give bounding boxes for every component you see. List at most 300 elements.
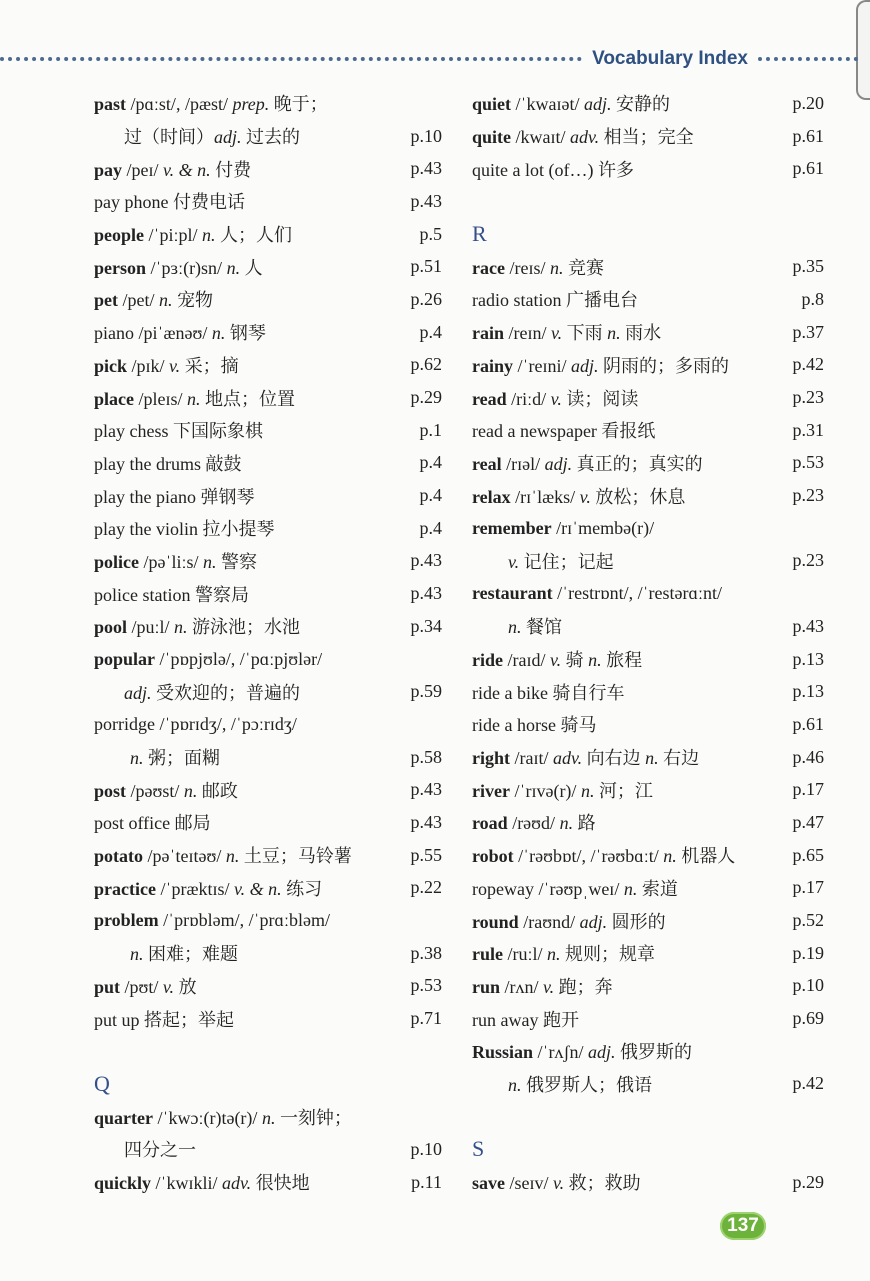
part-of-speech: n. bbox=[225, 846, 240, 867]
entry-text bbox=[94, 744, 406, 770]
entry-detail: quite a lot (of…) 许多 bbox=[472, 159, 634, 180]
page-ref: p.13 bbox=[792, 681, 824, 702]
vocab-entry bbox=[472, 708, 824, 741]
vocab-entry bbox=[94, 1166, 442, 1199]
entry-detail: radio station 广播电台 bbox=[472, 290, 638, 311]
definition: 警察 bbox=[216, 551, 257, 572]
headword: road bbox=[472, 813, 508, 834]
entry-text bbox=[94, 450, 406, 476]
entry-detail: /pleɪs/ bbox=[134, 388, 187, 409]
page-ref: p.37 bbox=[792, 321, 824, 342]
entry-text bbox=[472, 744, 788, 770]
vocab-entry bbox=[472, 773, 824, 806]
part-of-speech: adv. bbox=[553, 748, 583, 769]
headword: Russian bbox=[472, 1042, 534, 1063]
page-ref: p.43 bbox=[410, 190, 442, 211]
entry-detail: /pəʊst/ bbox=[126, 780, 184, 801]
vocab-entry bbox=[472, 447, 824, 480]
page-ref: p.23 bbox=[792, 550, 824, 571]
definition: 很快地 bbox=[251, 1173, 310, 1194]
definition: 救；救助 bbox=[564, 1173, 641, 1194]
headword: pool bbox=[94, 617, 128, 638]
vocab-entry bbox=[472, 512, 824, 545]
part-of-speech: adv. bbox=[570, 127, 600, 148]
definition: 读；阅读 bbox=[561, 388, 639, 409]
definition: 晚于； bbox=[269, 94, 328, 115]
definition: 俄罗斯的 bbox=[615, 1042, 693, 1063]
definition: 跑；奔 bbox=[554, 976, 613, 997]
definition: 向右边 bbox=[582, 748, 646, 769]
definition: 一刻钟； bbox=[275, 1107, 352, 1128]
definition: 放 bbox=[174, 976, 197, 997]
part-of-speech: n. bbox=[183, 780, 198, 801]
entry-detail: /pʊt/ bbox=[120, 976, 163, 997]
vocab-entry bbox=[94, 512, 442, 545]
vocab-entry bbox=[472, 610, 824, 643]
definition: 机器人 bbox=[676, 846, 736, 867]
page-ref: p.51 bbox=[410, 256, 442, 277]
entry-detail: /rɪˈlæks/ bbox=[510, 486, 580, 507]
entry-detail: put up 搭起；举起 bbox=[94, 1009, 235, 1030]
entry-detail: /kwaɪt/ bbox=[511, 127, 571, 148]
entry-detail: read a newspaper 看报纸 bbox=[472, 421, 656, 442]
entry-text bbox=[94, 1169, 406, 1195]
entry-detail: police station 警察局 bbox=[94, 584, 249, 605]
vocab-entry bbox=[472, 1068, 824, 1101]
headword: quarter bbox=[94, 1107, 153, 1128]
entry-text bbox=[94, 352, 406, 378]
page-ref: p.38 bbox=[410, 942, 442, 963]
entry-detail: ride a horse 骑马 bbox=[472, 715, 597, 736]
part-of-speech: prep. bbox=[232, 94, 270, 115]
section-letter: R bbox=[472, 221, 487, 247]
vocab-entry bbox=[472, 741, 824, 774]
vocab-entry bbox=[472, 545, 824, 578]
part-of-speech: n. bbox=[559, 813, 574, 834]
vocab-entry bbox=[472, 87, 824, 120]
entry-detail: /ˈpɒpjʊlə/, /ˈpɑːpjʊlər/ bbox=[155, 648, 323, 669]
part-of-speech: n. bbox=[549, 257, 564, 278]
entry-text bbox=[94, 1006, 406, 1032]
entry-detail: play the piano 弹钢琴 bbox=[94, 486, 255, 507]
part-of-speech: n. bbox=[588, 650, 602, 671]
entry-detail: /rəʊd/ bbox=[507, 813, 560, 834]
entry-detail: porridge /ˈpɒrɪdʒ/, /ˈpɔːrɪdʒ/ bbox=[94, 713, 297, 734]
page-ref: p.55 bbox=[410, 844, 442, 865]
entry-text bbox=[472, 646, 788, 672]
section-letter: S bbox=[472, 1136, 485, 1162]
page-ref: p.59 bbox=[410, 681, 442, 702]
page-ref: p.4 bbox=[419, 485, 442, 506]
page-ref: p.43 bbox=[410, 779, 442, 800]
page-ref: p.42 bbox=[792, 1073, 824, 1094]
headword: person bbox=[94, 257, 147, 278]
vocab-entry bbox=[472, 1166, 824, 1199]
page-ref: p.20 bbox=[792, 92, 824, 113]
entry-text bbox=[94, 875, 406, 901]
entry-detail: /ˈpræktɪs/ bbox=[155, 878, 234, 899]
definition: 下雨 bbox=[562, 323, 608, 344]
entry-text bbox=[472, 319, 788, 345]
part-of-speech: n. bbox=[663, 846, 677, 867]
part-of-speech: v. bbox=[579, 486, 591, 507]
vocab-entry bbox=[472, 937, 824, 970]
page-ref: p.31 bbox=[792, 419, 824, 440]
headword: robot bbox=[472, 846, 514, 867]
headword: run bbox=[472, 976, 501, 997]
page-ref: p.53 bbox=[410, 975, 442, 996]
entry-detail: play the drums 敲鼓 bbox=[94, 453, 242, 474]
entry-detail: run away 跑开 bbox=[472, 1009, 579, 1030]
vocab-entry bbox=[94, 970, 442, 1003]
page-ref: p.13 bbox=[792, 648, 824, 669]
headword: popular bbox=[94, 648, 156, 669]
definition: 宠物 bbox=[172, 290, 213, 311]
definition: 受欢迎的；普遍的 bbox=[151, 682, 301, 703]
page-ref: p.52 bbox=[792, 910, 824, 931]
headword: rainy bbox=[472, 355, 514, 376]
headword: race bbox=[472, 257, 505, 278]
part-of-speech: n. bbox=[580, 780, 595, 801]
entry-detail: ropeway /ˈrəʊpˌweɪ/ bbox=[472, 878, 624, 899]
headword: problem bbox=[94, 910, 159, 931]
vocab-entry bbox=[94, 1133, 442, 1166]
vocab-entry bbox=[472, 675, 824, 708]
entry-detail: /rɪˈmembə(r)/ bbox=[551, 517, 655, 538]
definition: 游泳池；水池 bbox=[187, 617, 301, 638]
entry-text bbox=[472, 1071, 788, 1097]
vocab-entry bbox=[94, 904, 442, 937]
part-of-speech: adj. bbox=[214, 127, 242, 148]
vocab-entry bbox=[472, 479, 824, 512]
headword: ride bbox=[472, 650, 503, 671]
vocab-entry bbox=[94, 250, 442, 283]
vocab-entry bbox=[94, 349, 442, 382]
page-ref: p.29 bbox=[792, 1171, 824, 1192]
entry-text bbox=[472, 583, 788, 604]
entry-text bbox=[94, 548, 406, 574]
headword: past bbox=[94, 94, 127, 115]
vocab-entry bbox=[94, 447, 442, 480]
entry-text bbox=[94, 221, 406, 247]
entry-detail: /pɑːst/, /pæst/ bbox=[126, 94, 233, 115]
vocab-entry bbox=[472, 283, 824, 316]
part-of-speech: n. bbox=[226, 257, 241, 278]
vocab-entry bbox=[94, 1002, 442, 1035]
headword: practice bbox=[94, 878, 156, 899]
headword: rain bbox=[472, 323, 505, 344]
page-ref: p.34 bbox=[410, 615, 442, 636]
entry-text bbox=[94, 714, 406, 735]
page-ref: p.17 bbox=[792, 779, 824, 800]
vocab-entry bbox=[472, 1035, 824, 1068]
spacer bbox=[94, 1035, 442, 1068]
part-of-speech: adj. bbox=[588, 1042, 616, 1063]
entry-text bbox=[472, 1038, 788, 1064]
entry-detail: /riːd/ bbox=[506, 388, 551, 409]
vocab-entry bbox=[472, 643, 824, 676]
page-header bbox=[0, 44, 858, 74]
entry-text bbox=[472, 908, 788, 934]
definition: 俄罗斯人；俄语 bbox=[521, 1074, 652, 1095]
headword: post bbox=[94, 780, 127, 801]
entry-detail: 过（时间） bbox=[124, 127, 214, 148]
page-ref: p.62 bbox=[410, 354, 442, 375]
entry-text bbox=[94, 515, 406, 541]
vocab-entry bbox=[94, 643, 442, 676]
page-ref: p.43 bbox=[410, 550, 442, 571]
part-of-speech: n. bbox=[202, 225, 216, 246]
part-of-speech: v. bbox=[543, 976, 555, 997]
part-of-speech: n. bbox=[508, 1074, 522, 1095]
page-ref: p.1 bbox=[419, 419, 442, 440]
entry-text bbox=[472, 973, 788, 999]
vocab-entry bbox=[94, 152, 442, 185]
entry-text bbox=[94, 417, 406, 443]
entry-text bbox=[94, 973, 406, 999]
vocab-entry bbox=[94, 773, 442, 806]
entry-detail: /ˈkwɔː(r)tə(r)/ bbox=[152, 1107, 262, 1128]
headword: save bbox=[472, 1173, 505, 1194]
headword: river bbox=[472, 780, 510, 801]
vocab-entry bbox=[472, 316, 824, 349]
part-of-speech: n. bbox=[187, 388, 201, 409]
vocab-entry bbox=[94, 839, 442, 872]
entry-text bbox=[94, 809, 406, 835]
entry-text bbox=[94, 483, 406, 509]
headword: put bbox=[94, 976, 121, 997]
entry-detail: /raɪd/ bbox=[503, 650, 550, 671]
vocab-entry bbox=[472, 872, 824, 905]
page-ref: p.29 bbox=[410, 387, 442, 408]
entry-detail: /ˈprɒbləm/, /ˈprɑːbləm/ bbox=[158, 910, 330, 931]
entry-detail: /ˈkwaɪət/ bbox=[511, 94, 584, 115]
part-of-speech: n. bbox=[547, 944, 561, 965]
vocab-entry bbox=[472, 577, 824, 610]
part-of-speech: n. bbox=[607, 323, 621, 344]
header-title: Vocabulary Index bbox=[592, 48, 748, 69]
page-ref: p.23 bbox=[792, 387, 824, 408]
page-ref: p.26 bbox=[410, 288, 442, 309]
entry-text bbox=[94, 156, 406, 182]
page-ref: p.69 bbox=[792, 1008, 824, 1029]
part-of-speech: n. bbox=[174, 617, 188, 638]
headword: pick bbox=[94, 355, 128, 376]
definition: 付费 bbox=[210, 159, 252, 180]
section-letter: Q bbox=[94, 1070, 110, 1096]
vocab-entry bbox=[94, 479, 442, 512]
entry-detail: /rɪəl/ bbox=[501, 453, 545, 474]
entry-detail: play the violin 拉小提琴 bbox=[94, 519, 275, 540]
headword: police bbox=[94, 551, 139, 572]
part-of-speech: v. & n. bbox=[233, 878, 282, 899]
definition: 地点；位置 bbox=[200, 388, 295, 409]
definition: 钢琴 bbox=[225, 323, 266, 344]
vocab-entry bbox=[472, 381, 824, 414]
entry-text bbox=[472, 417, 788, 443]
headword: restaurant bbox=[472, 583, 553, 604]
headword: quite bbox=[472, 127, 512, 148]
entry-detail: /ˈkwɪkli/ bbox=[151, 1173, 223, 1194]
entry-text bbox=[94, 90, 406, 116]
definition: 竞赛 bbox=[563, 257, 604, 278]
definition: 邮政 bbox=[197, 780, 238, 801]
part-of-speech: v. & n. bbox=[163, 159, 211, 180]
entry-detail: /reɪn/ bbox=[504, 323, 552, 344]
part-of-speech: n. bbox=[623, 878, 638, 899]
definition: 雨水 bbox=[620, 323, 662, 344]
entry-text bbox=[94, 188, 406, 214]
vocab-entry bbox=[94, 675, 442, 708]
definition: 人；人们 bbox=[215, 225, 293, 246]
headword: right bbox=[472, 748, 510, 769]
definition: 路 bbox=[573, 813, 596, 834]
definition: 阴雨的；多雨的 bbox=[598, 355, 730, 376]
headword: remember bbox=[472, 517, 552, 538]
part-of-speech: n. bbox=[508, 617, 522, 638]
entry-text bbox=[472, 1169, 788, 1195]
right-column bbox=[472, 87, 824, 1198]
entry-detail: /pəˈliːs/ bbox=[139, 551, 203, 572]
vocab-entry bbox=[94, 381, 442, 414]
page-ref: p.11 bbox=[411, 1171, 442, 1192]
definition: 采；摘 bbox=[180, 355, 239, 376]
vocab-entry bbox=[472, 120, 824, 153]
page-ref: p.19 bbox=[792, 942, 824, 963]
part-of-speech: n. bbox=[130, 748, 144, 769]
definition: 粥；面糊 bbox=[143, 748, 220, 769]
entry-text bbox=[94, 777, 406, 803]
entry-detail: /ˈpiːpl/ bbox=[144, 225, 203, 246]
entry-detail: /puːl/ bbox=[127, 617, 175, 638]
vocab-entry bbox=[94, 120, 442, 153]
part-of-speech: n. bbox=[159, 290, 173, 311]
headword: relax bbox=[472, 486, 511, 507]
headword: people bbox=[94, 225, 145, 246]
entry-text bbox=[472, 450, 788, 476]
page-ref: p.71 bbox=[410, 1008, 442, 1029]
entry-detail: /peɪ/ bbox=[122, 159, 164, 180]
vocab-entry bbox=[472, 839, 824, 872]
entry-text bbox=[472, 809, 788, 835]
entry-text bbox=[472, 777, 788, 803]
page-ref: p.43 bbox=[410, 811, 442, 832]
definition: 右边 bbox=[658, 748, 700, 769]
headword: quickly bbox=[94, 1173, 152, 1194]
entry-detail: /ˈrɪvə(r)/ bbox=[509, 780, 581, 801]
entry-text bbox=[472, 842, 788, 868]
entry-text bbox=[94, 613, 406, 639]
vocab-entry bbox=[94, 414, 442, 447]
headword: potato bbox=[94, 846, 143, 867]
definition: 真正的；真实的 bbox=[572, 453, 703, 474]
vocab-entry bbox=[94, 806, 442, 839]
vocab-entry bbox=[472, 904, 824, 937]
part-of-speech: n. bbox=[203, 551, 217, 572]
entry-text bbox=[472, 123, 788, 149]
definition: 餐馆 bbox=[521, 617, 562, 638]
definition: 人 bbox=[240, 257, 263, 278]
spacer bbox=[472, 1100, 824, 1133]
definition: 规则；规章 bbox=[560, 944, 655, 965]
entry-detail: /ˈpɜː(r)sn/ bbox=[146, 257, 227, 278]
page-ref: p.22 bbox=[410, 877, 442, 898]
entry-text bbox=[472, 352, 788, 378]
page-ref: p.5 bbox=[419, 223, 442, 244]
entry-text bbox=[94, 581, 406, 607]
entry-detail: /raʊnd/ bbox=[518, 911, 580, 932]
entry-text bbox=[94, 254, 406, 280]
vocab-entry bbox=[94, 610, 442, 643]
part-of-speech: n. bbox=[645, 748, 659, 769]
entry-text bbox=[472, 254, 788, 280]
vocab-entry bbox=[94, 741, 442, 774]
page-ref: p.23 bbox=[792, 485, 824, 506]
part-of-speech: adj. bbox=[579, 911, 608, 932]
definition: 相当；完全 bbox=[599, 127, 694, 148]
entry-text bbox=[472, 90, 788, 116]
part-of-speech: adj. bbox=[571, 355, 599, 376]
page-ref: p.61 bbox=[792, 125, 824, 146]
part-of-speech: adj. bbox=[584, 94, 612, 115]
part-of-speech: adj. bbox=[544, 453, 573, 474]
header-dotted-rule bbox=[0, 57, 582, 61]
entry-text bbox=[94, 679, 406, 705]
definition: 困难；难题 bbox=[143, 944, 238, 965]
entry-text bbox=[472, 679, 788, 705]
entry-detail: /ˈrəʊbɒt/, /ˈrəʊbɑːt/ bbox=[513, 846, 664, 867]
entry-detail: /rʌn/ bbox=[500, 976, 544, 997]
definition: 安静的 bbox=[611, 94, 671, 115]
entry-text bbox=[94, 910, 406, 931]
entry-text bbox=[472, 1006, 788, 1032]
entry-detail: /pəˈteɪtəʊ/ bbox=[143, 846, 226, 867]
vocab-entry bbox=[472, 152, 824, 185]
entry-detail: pay phone 付费电话 bbox=[94, 192, 245, 213]
page-ref: p.61 bbox=[792, 158, 824, 179]
page-ref: p.65 bbox=[792, 844, 824, 865]
entry-detail: ride a bike 骑自行车 bbox=[472, 682, 625, 703]
definition: 索道 bbox=[637, 878, 678, 899]
vocab-entry bbox=[94, 283, 442, 316]
entry-text bbox=[94, 649, 406, 670]
page-ref: p.35 bbox=[792, 256, 824, 277]
entry-detail: /seɪv/ bbox=[505, 1173, 553, 1194]
vocab-entry bbox=[94, 577, 442, 610]
entry-text bbox=[94, 123, 406, 149]
header-dotted-rule-right bbox=[758, 57, 858, 61]
page-ref: p.10 bbox=[792, 975, 824, 996]
vocab-entry bbox=[94, 545, 442, 578]
entry-text bbox=[94, 1136, 406, 1162]
entry-detail: /ruːl/ bbox=[503, 944, 547, 965]
definition: 骑 bbox=[561, 650, 589, 671]
definition: 放松；休息 bbox=[590, 486, 686, 507]
vocab-entry bbox=[94, 316, 442, 349]
headword: pet bbox=[94, 290, 118, 311]
entry-detail: play chess 下国际象棋 bbox=[94, 421, 263, 442]
definition: 过去的 bbox=[241, 127, 301, 148]
vocab-entry bbox=[472, 1002, 824, 1035]
page-ref: p.8 bbox=[801, 288, 824, 309]
entry-text bbox=[472, 156, 788, 182]
part-of-speech: v. bbox=[169, 355, 181, 376]
headword: place bbox=[94, 388, 134, 409]
entry-text bbox=[472, 548, 788, 574]
page-ref: p.4 bbox=[419, 452, 442, 473]
headword: round bbox=[472, 911, 519, 932]
entry-text bbox=[472, 385, 788, 411]
